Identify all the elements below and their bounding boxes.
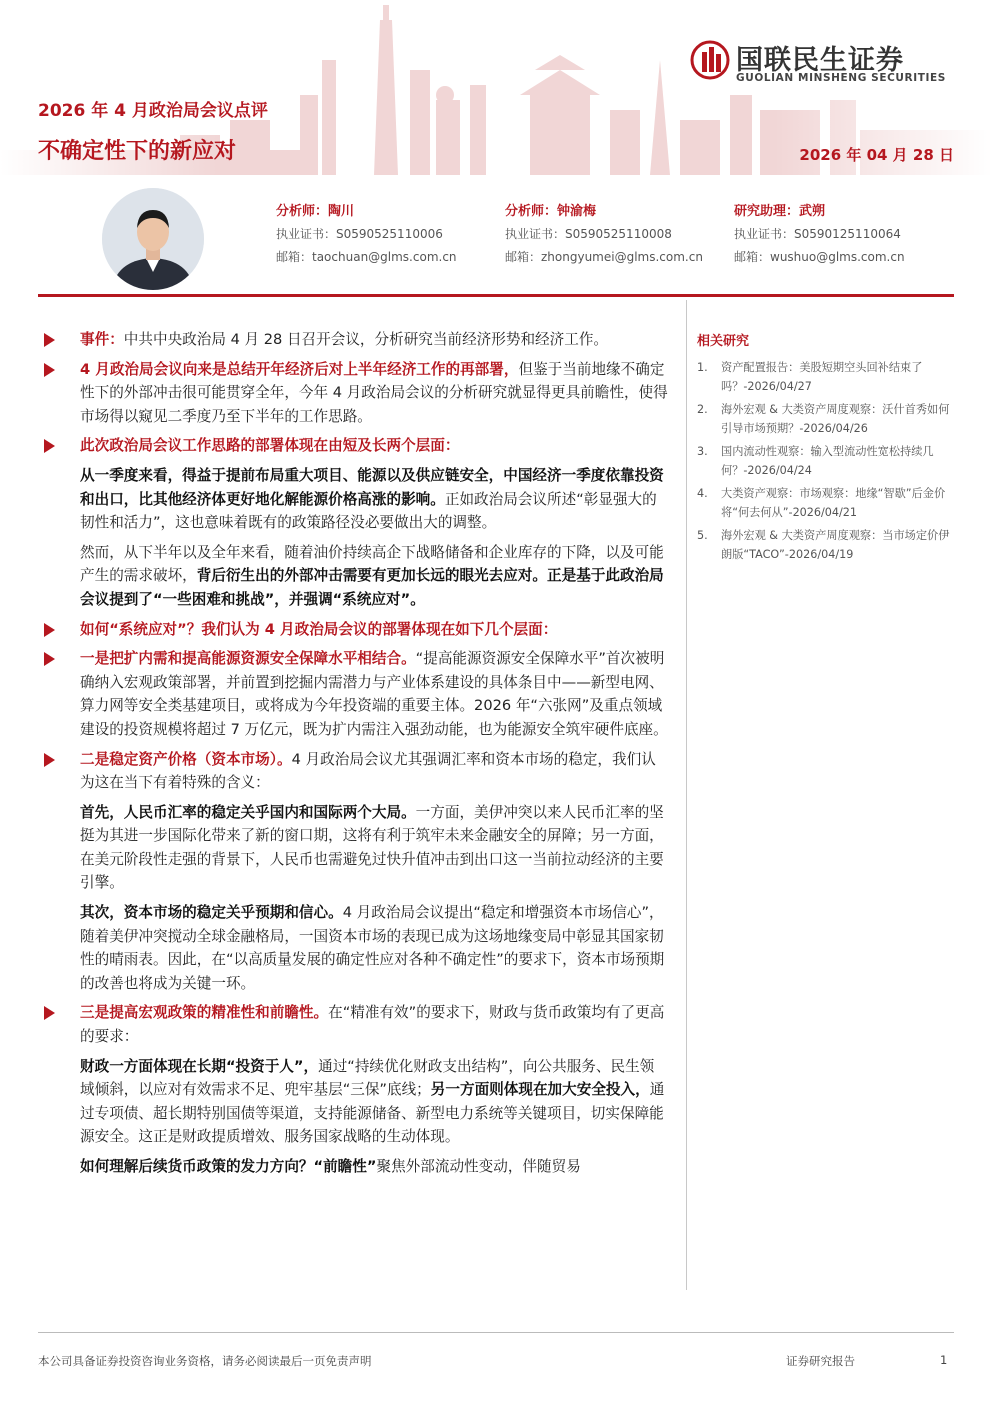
bullet-point-2: 二是稳定资产价格（资本市场）。4 月政治局会议尤其强调汇率和资本市场的稳定，我们认为这在当下有着特殊的含义：: [40, 748, 668, 795]
bullet-point-3: 三是提高宏观政策的精准性和前瞻性。在“精准有效”的要求下，财政与货币政策均有了更高的要求：: [40, 1001, 668, 1048]
paragraph-q1: 从一季度来看，得益于提前布局重大项目、能源以及供应链安全，中国经济一季度依靠投资和出口，比其他经济体更好地化解能源价格高涨的影响。正如政治局会议所述“彰显强大的韧性和活力”，这也意味着既有的政策路径没必要做出大的调整。: [80, 466, 664, 532]
related-research-item[interactable]: 1. 资产配置报告：美股短期空头回补结束了吗？-2026/04/27: [697, 361, 923, 393]
analyst-email[interactable]: 邮箱：wushuo@glms.com.cn: [734, 250, 905, 264]
bullet-arrow-icon: [44, 439, 55, 453]
column-divider: [686, 300, 687, 1290]
paragraph-capital-market: 其次，资本市场的稳定关乎预期和信心。4 月政治局会议提出“稳定和增强资本市场信心”，随着美伊冲突搅动全球金融格局，一国资本市场的表现已成为这场地缘变局中彰显其国家韧性的晴雨表。因此，在“以高质量发展的确定性应对各种不确定性”的要求下，资本市场预期的改善也将成为关键一环。: [80, 904, 665, 992]
analyst-block-1: [276, 200, 457, 269]
report-date: 2026 年 04 月 28 日: [799, 146, 954, 164]
bullet-context: 4 月政治局会议向来是总结开年经济后对上半年经济工作的再部署，但鉴于当前地缘不确定性下的外部冲击很可能贯穿全年，今年 4 月政治局会议的分析研究就显得更具前瞻性，使得市场得以窥见二季度乃至下半年的工作思路。: [40, 358, 668, 429]
analyst-email[interactable]: 邮箱：zhongyumei@glms.com.cn: [505, 250, 703, 264]
analyst-cert: 执业证书：S0590125110064: [734, 227, 901, 241]
paragraph-h2: 然而，从下半年以及全年来看，随着油价持续高企下战略储备和企业库存的下降，以及可能产生的需求破坏，背后衍生出的外部冲击需要有更加长远的眼光去应对。正是基于此政治局会议提到了“一些困难和挑战”，并强调“系统应对”。: [80, 543, 664, 608]
brand-name-cn: 国联民生证券: [736, 45, 904, 76]
related-research-item[interactable]: 2. 海外宏观 & 大类资产周度观察：沃什首秀如何引导市场预期？-2026/04/26: [697, 403, 950, 435]
bullet-arrow-icon: [44, 333, 55, 347]
footer-disclaimer: 本公司具备证券投资咨询业务资格，请务必阅读最后一页免责声明: [38, 1354, 372, 1368]
paragraph-fx: 首先，人民币汇率的稳定关乎国内和国际两个大局。一方面，美伊冲突以来人民币汇率的坚挺为其进一步国际化带来了新的窗口期，这将有利于筑牢未来金融安全的屏障；另一方面，在美元阶段性走强的背景下，人民币也需避免过快升值冲击到出口这一当前拉动经济的主要引擎。: [80, 803, 664, 892]
paragraph-monetary: 如何理解后续货币政策的发力方向？“前瞻性”聚焦外部流动性变动，伴随贸易: [80, 1158, 581, 1175]
analyst-cert: 执业证书：S0590525110006: [276, 227, 443, 241]
report-subtitle: 2026 年 4 月政治局会议点评: [38, 101, 268, 121]
bullet-arrow-icon: [44, 753, 55, 767]
report-body: [40, 328, 668, 1185]
report-title: 不确定性下的新应对: [38, 139, 237, 164]
bullet-arrow-icon: [44, 363, 55, 377]
analyst-block-2: [505, 200, 703, 269]
analyst-name: 分析师：陶川: [276, 204, 355, 219]
footer-divider: [38, 1332, 954, 1333]
related-research-item[interactable]: 4. 大类资产观察：市场观察：地缘“智歇”后金价将“何去何从”-2026/04/21: [697, 487, 946, 519]
bullet-point-1: 一是把扩内需和提高能源资源安全保障水平相结合。“提高能源资源安全保障水平”首次被明确纳入宏观政策部署，并前置到挖掘内需潜力与产业体系建设的具体条目中——新型电网、算力网等安全类基建项目，或将成为今年投资端的重要主体。2026 年“六张网”及重点领域建设的投资规模将超过 7 万亿元，既为扩内需注入强劲动能，也为能源安全筑牢硬件底座。: [40, 647, 668, 741]
person-photo-icon: [102, 188, 204, 290]
bullet-system-response: 如何“系统应对”？我们认为 4 月政治局会议的部署体现在如下几个层面：: [40, 618, 668, 642]
related-research-item[interactable]: 5. 海外宏观 & 大类资产周度观察：当市场定价伊朗版“TACO”-2026/04/19: [697, 529, 950, 561]
bullet-arrow-icon: [44, 652, 55, 666]
page-number: 1: [940, 1353, 948, 1367]
related-research-sidebar: [697, 330, 957, 569]
brand-mark-icon: [690, 40, 730, 80]
footer-report-type: 证券研究报告: [786, 1354, 855, 1368]
sidebar-heading: 相关研究: [697, 334, 750, 349]
brand-logo: [690, 38, 960, 88]
related-research-item[interactable]: 3. 国内流动性观察：输入型流动性宽松持续几何？-2026/04/24: [697, 445, 934, 477]
brand-name-en: GUOLIAN MINSHENG SECURITIES: [736, 72, 946, 84]
analyst-avatar: [102, 188, 204, 290]
paragraph-fiscal: 财政一方面体现在长期“投资于人”，通过“持续优化财政支出结构”，向公共服务、民生领域倾斜，以应对有效需求不足、兜牢基层“三保”底线；另一方面则体现在加大安全投入，通过专项债、超长期特别国债等渠道，支持能源储备、新型电力系统等关键项目，切实保障能源安全。这正是财政提质增效、服务国家战略的生动体现。: [80, 1057, 665, 1146]
analyst-email[interactable]: 邮箱：taochuan@glms.com.cn: [276, 250, 457, 264]
bullet-event: 事件：中共中央政治局 4 月 28 日召开会议，分析研究当前经济形势和经济工作。: [40, 328, 668, 352]
bullet-arrow-icon: [44, 1006, 55, 1020]
analyst-name: 分析师：钟渝梅: [505, 204, 597, 219]
header-divider: [38, 294, 954, 297]
analyst-name: 研究助理：武朔: [734, 204, 826, 219]
bullet-two-levels: 此次政治局会议工作思路的部署体现在由短及长两个层面：: [40, 434, 668, 458]
bullet-arrow-icon: [44, 623, 55, 637]
analyst-block-3: [734, 200, 905, 269]
analyst-cert: 执业证书：S0590525110008: [505, 227, 672, 241]
